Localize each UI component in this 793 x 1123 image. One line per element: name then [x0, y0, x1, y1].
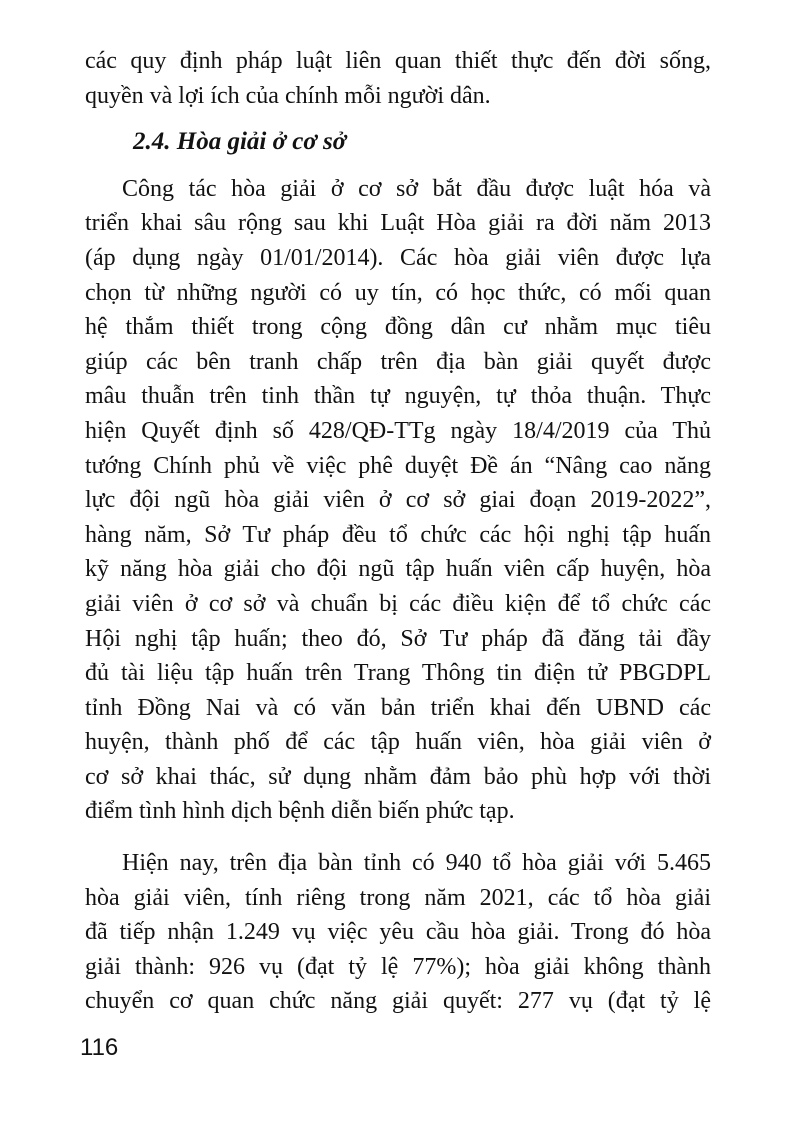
text-line: hiện Quyết định số 428/QĐ-TTg ngày 18/4/2019 của Thủ	[85, 417, 711, 444]
text-line: hàng năm, Sở Tư pháp đều tổ chức các hội nghị tập huấn	[85, 521, 711, 548]
text-line: hệ thắm thiết trong cộng đồng dân cư nhằm mục tiêu	[85, 314, 711, 341]
text-line: cơ sở khai thác, sử dụng nhằm đảm bảo phù hợp với thời	[85, 763, 711, 790]
text-line: triển khai sâu rộng sau khi Luật Hòa giải ra đời năm 2013	[85, 210, 711, 237]
text-line: hòa giải viên, tính riêng trong năm 2021, các tổ hòa giải	[85, 884, 711, 911]
text-line: huyện, thành phố để các tập huấn viên, hòa giải viên ở	[85, 729, 711, 756]
text-line: Hiện nay, trên địa bàn tỉnh có 940 tổ hòa giải với 5.465	[122, 850, 711, 877]
text-line: đã tiếp nhận 1.249 vụ việc yêu cầu hòa giải. Trong đó hòa	[85, 919, 711, 946]
text-line: quyền và lợi ích của chính mỗi người dân.	[85, 82, 491, 109]
text-line: tướng Chính phủ về việc phê duyệt Đề án “Nâng cao năng	[85, 452, 711, 479]
text-line: lực đội ngũ hòa giải viên ở cơ sở giai đoạn 2019-2022”,	[85, 487, 711, 514]
text-line: tỉnh Đồng Nai và có văn bản triển khai đến UBND các	[85, 694, 711, 721]
text-line: (áp dụng ngày 01/01/2014). Các hòa giải viên được lựa	[85, 244, 711, 271]
paragraph-mediation-overview	[85, 172, 711, 829]
text-line: điểm tình hình dịch bệnh diễn biến phức tạp.	[85, 798, 515, 825]
text-line: giúp các bên tranh chấp trên địa bàn giải quyết được	[85, 348, 711, 375]
text-line: đủ tài liệu tập huấn trên Trang Thông tin điện tử PBGDPL	[85, 660, 711, 687]
page-text-block	[85, 44, 711, 1019]
page-number: 116	[80, 1034, 119, 1061]
text-line: giải thành: 926 vụ (đạt tỷ lệ 77%); hòa giải không thành	[85, 953, 711, 980]
text-line: chuyển cơ quan chức năng giải quyết: 277 vụ (đạt tỷ lệ	[85, 988, 711, 1015]
text-line: chọn từ những người có uy tín, có học thức, có mối quan	[85, 279, 711, 306]
page-footer	[80, 1034, 118, 1062]
text-line: mâu thuẫn trên tinh thần tự nguyện, tự thỏa thuận. Thực	[85, 383, 711, 410]
text-line: giải viên ở cơ sở và chuẩn bị các điều kiện để tổ chức các	[85, 590, 711, 617]
text-line: Công tác hòa giải ở cơ sở bắt đầu được luật hóa và	[122, 175, 711, 202]
text-line: các quy định pháp luật liên quan thiết thực đến đời sống,	[85, 48, 711, 74]
text-line: kỹ năng hòa giải cho đội ngũ tập huấn viên cấp huyện, hòa	[85, 556, 711, 583]
intro-paragraph	[85, 44, 711, 113]
paragraph-mediation-statistics	[85, 846, 711, 1019]
section-heading: 2.4. Hòa giải ở cơ sở	[133, 128, 347, 156]
text-line: Hội nghị tập huấn; theo đó, Sở Tư pháp đã đăng tải đầy	[85, 625, 711, 652]
